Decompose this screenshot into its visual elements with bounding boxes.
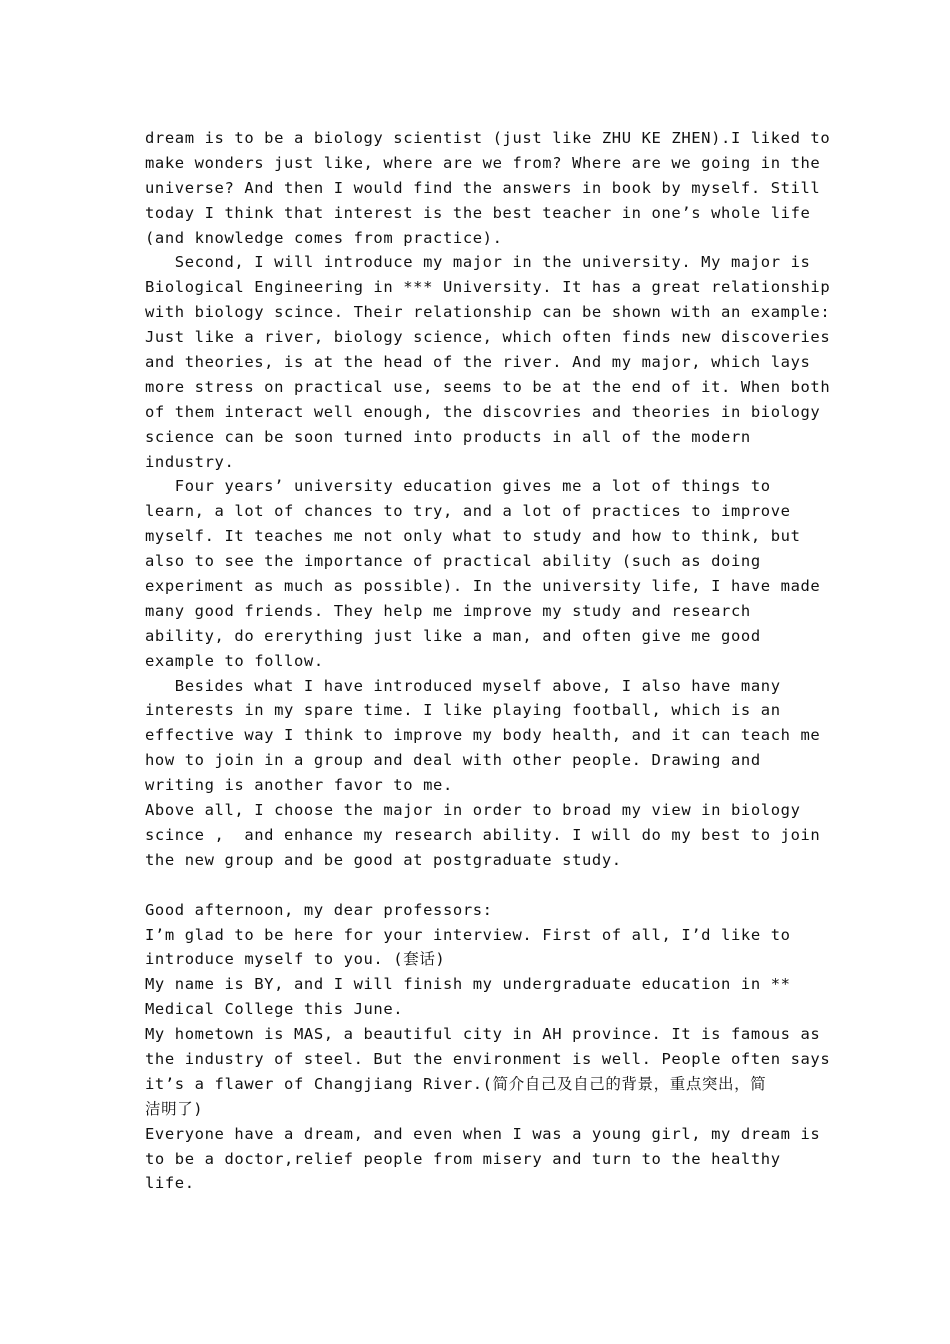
text-line: life.: [145, 1174, 195, 1193]
text-line: it’s a flawer of Changjiang River.(简介自己及自己的背景，重点突出，简: [145, 1074, 767, 1093]
text-line: Everyone have a dream, and even when I was a young girl, my dream is: [145, 1124, 821, 1143]
document-body: [145, 126, 831, 1196]
text-line: Besides what I have introduced myself above, I also have many: [145, 676, 781, 695]
text-line: dream is to be a biology scientist (just like ZHU KE ZHEN).I liked to: [145, 129, 831, 147]
text-line: today I think that interest is the best teacher in one’s whole life: [145, 203, 811, 222]
text-line: ability, do ererything just like a man, and often give me good: [145, 626, 761, 645]
text-line: more stress on practical use, seems to be at the end of it. When both: [145, 377, 831, 396]
text-line: with biology scince. Their relationship can be shown with an example:: [145, 303, 831, 322]
text-line: myself. It teaches me not only what to study and how to think, but: [145, 527, 801, 546]
text-line: writing is another favor to me.: [145, 776, 453, 795]
text-line: to be a doctor,relief people from misery and turn to the healthy: [145, 1149, 781, 1168]
text-line: (and knowledge comes from practice).: [145, 228, 503, 247]
text-line: science can be soon turned into products in all of the modern: [145, 427, 751, 446]
text-line: learn, a lot of chances to try, and a lot of practices to improve: [145, 502, 791, 521]
text-line: experiment as much as possible). In the university life, I have made: [145, 577, 821, 596]
text-line: and theories, is at the head of the river. And my major, which lays: [145, 353, 811, 372]
text-line: My name is BY, and I will finish my undergraduate education in **: [145, 975, 791, 994]
text-line: 洁明了): [145, 1099, 204, 1118]
text-line: Above all, I choose the major in order to broad my view in biology: [145, 801, 801, 820]
text-line: industry.: [145, 452, 235, 471]
text-line: example to follow.: [145, 651, 324, 670]
text-line: the industry of steel. But the environment is well. People often says: [145, 1049, 831, 1068]
text-line: effective way I think to improve my body health, and it can teach me: [145, 726, 821, 745]
text-line: the new group and be good at postgraduate study.: [145, 850, 622, 869]
text-line: introduce myself to you. (套话): [145, 950, 446, 969]
text-line: of them interact well enough, the discovries and theories in biology: [145, 402, 821, 421]
text-line: I’m glad to be here for your interview. First of all, I’d like to: [145, 925, 791, 944]
text-line: Second, I will introduce my major in the university. My major is: [145, 253, 811, 272]
text-line: also to see the importance of practical ability (such as doing: [145, 552, 761, 571]
text-line: scince , and enhance my research ability. I will do my best to join: [145, 825, 821, 844]
text-line: Four years’ university education gives me a lot of things to: [145, 477, 771, 496]
text-line: Biological Engineering in *** University. It has a great relationship: [145, 278, 831, 297]
text-line: many good friends. They help me improve my study and research: [145, 601, 751, 620]
text-line: Just like a river, biology science, which often finds new discoveries: [145, 328, 831, 347]
blank-line: [145, 873, 820, 898]
text-line: Medical College this June.: [145, 1000, 404, 1019]
text-line: universe? And then I would find the answers in book by myself. Still: [145, 178, 821, 197]
text-line: My hometown is MAS, a beautiful city in AH province. It is famous as: [145, 1025, 821, 1044]
text-line: Good afternoon, my dear professors:: [145, 900, 493, 919]
text-line: interests in my spare time. I like playing football, which is an: [145, 701, 781, 720]
text-line: make wonders just like, where are we from? Where are we going in the: [145, 153, 821, 172]
text-line: how to join in a group and deal with other people. Drawing and: [145, 751, 761, 770]
